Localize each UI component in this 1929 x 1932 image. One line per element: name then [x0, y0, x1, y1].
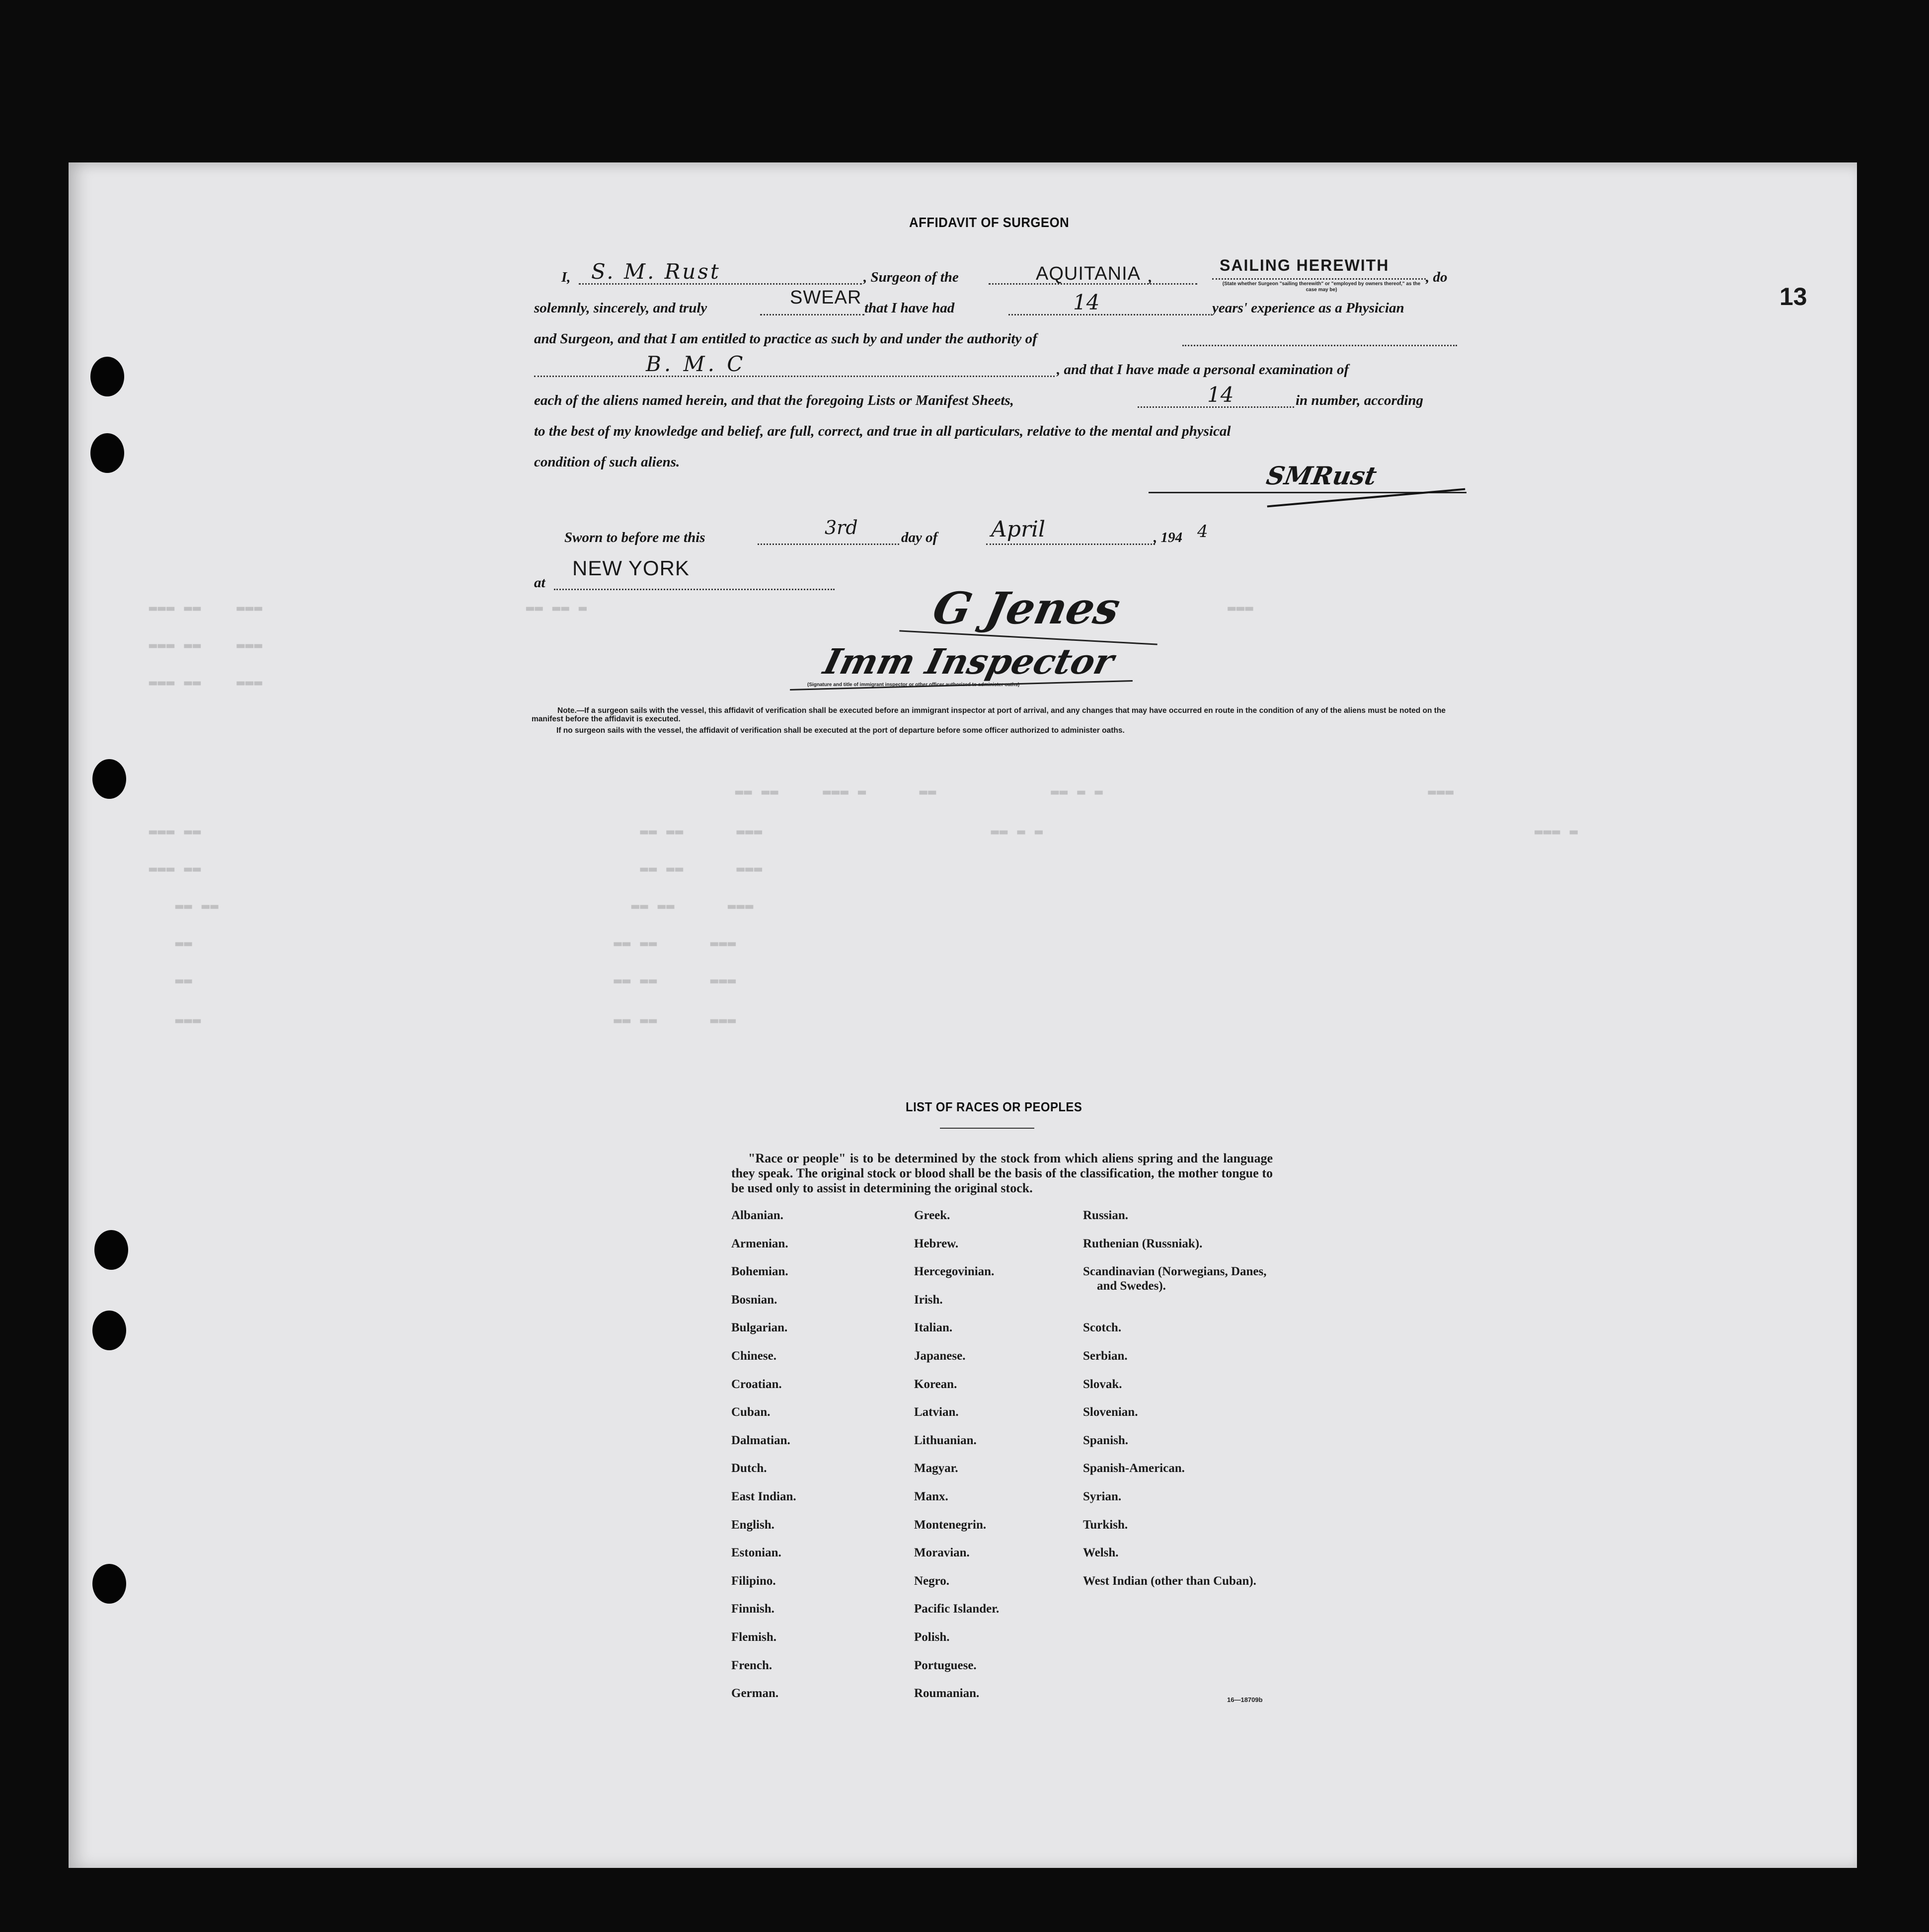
race-item: Magyar.	[914, 1462, 958, 1475]
years-field: 14	[1073, 290, 1100, 314]
race-item: Korean.	[914, 1378, 957, 1391]
race-item: English.	[731, 1518, 774, 1532]
race-item: Polish.	[914, 1630, 950, 1644]
sworn-text: day of	[901, 530, 938, 545]
authority-field: B. M. C	[646, 352, 746, 376]
race-item: Croatian.	[731, 1378, 782, 1391]
inspector-signature: G Jenes	[928, 582, 1125, 634]
blank-line	[1008, 314, 1210, 315]
race-item: Italian.	[914, 1321, 953, 1334]
affidavit-text: each of the aliens named herein, and that the foregoing Lists or Manifest Sheets,	[534, 392, 1014, 408]
race-item: Slovak.	[1083, 1378, 1122, 1391]
note-paragraph-2: If no surgeon sails with the vessel, the affidavit of verification shall be executed at the port of departure before some officer authorized to administer oaths.	[556, 726, 1125, 735]
race-item: Welsh.	[1083, 1546, 1119, 1559]
month-field: April	[991, 517, 1046, 542]
race-item: Ruthenian (Russniak).	[1083, 1237, 1203, 1250]
bleed-through: ▂▂ ▂▂ ▂▂▂ ▂ ▂▂ ▂▂ ▂ ▂ ▂▂▂	[735, 780, 1455, 795]
punch-hole	[92, 1311, 126, 1350]
affidavit-text: condition of such aliens.	[534, 454, 680, 470]
sheets-field: 14	[1207, 383, 1234, 407]
race-item: French.	[731, 1659, 772, 1672]
bleed-through: ▂▂▂ ▂▂ ▂▂▂	[149, 633, 263, 648]
race-item: Slovenian.	[1083, 1405, 1138, 1419]
affidavit-text: solemnly, sincerely, and truly	[534, 300, 707, 316]
punch-hole	[92, 1564, 126, 1604]
bleed-through: ▂▂▂ ▂▂ ▂▂▂	[149, 671, 263, 686]
blank-line	[1212, 278, 1426, 280]
affidavit-text: ,	[1149, 269, 1153, 285]
race-item: Flemish.	[731, 1630, 776, 1644]
punch-hole	[90, 433, 124, 473]
race-item: Bulgarian.	[731, 1321, 788, 1334]
affidavit-text: I,	[561, 269, 571, 285]
sailing-note: (State whether Surgeon "sailing therewith" or "employed by owners thereof," as the case may be)	[1222, 281, 1421, 293]
note-label: Note.	[557, 706, 577, 715]
races-intro: "Race or people" is to be determined by the stock from which aliens spring and the language they speak. The original stock or blood shall be the basis of the classification, the mother tongue to be used only to assist in determining the original stock.	[731, 1151, 1273, 1195]
race-item: West Indian (other than Cuban).	[1083, 1574, 1256, 1588]
race-item: Cuban.	[731, 1405, 771, 1419]
race-item: Armenian.	[731, 1237, 788, 1250]
race-item: Turkish.	[1083, 1518, 1128, 1532]
race-item: Irish.	[914, 1293, 943, 1307]
blank-line	[986, 543, 1155, 545]
oath-field: SWEAR	[790, 287, 862, 308]
blank-line	[758, 543, 899, 545]
race-item: Montenegrin.	[914, 1518, 987, 1532]
inspector-title: Imm Inspector	[819, 641, 1118, 682]
year-digit-field: 4	[1197, 522, 1208, 541]
affidavit-text: , do	[1426, 269, 1448, 285]
race-item: East Indian.	[731, 1490, 796, 1503]
place-field: NEW YORK	[572, 556, 690, 580]
race-item: Bohemian.	[731, 1265, 788, 1278]
affidavit-text: in number, according	[1296, 392, 1424, 408]
bleed-through: ▂▂▂ ▂▂ ▂▂▂ ▂▂ ▂▂ ▂ ▂▂▂	[149, 596, 1254, 611]
race-item: Serbian.	[1083, 1349, 1128, 1363]
punch-hole	[90, 357, 124, 396]
blank-line	[1182, 345, 1457, 346]
blank-line	[554, 589, 835, 590]
affidavit-text: years' experience as a Physician	[1212, 300, 1404, 316]
signature-caption: (Signature and title of immigrant inspector or other officer authorized to administer oaths)	[807, 682, 1020, 688]
race-item: Albanian.	[731, 1209, 783, 1222]
race-item: Latvian.	[914, 1405, 959, 1419]
surgeon-name-field: S. M. Rust	[591, 259, 721, 284]
race-item: Hercegovinian.	[914, 1265, 995, 1278]
blank-line	[760, 314, 864, 315]
page-number: 13	[1779, 283, 1807, 310]
race-item: Scotch.	[1083, 1321, 1122, 1334]
race-item: Dutch.	[731, 1462, 767, 1475]
race-item: Lithuanian.	[914, 1434, 977, 1447]
race-item: Moravian.	[914, 1546, 970, 1559]
race-item: Bosnian.	[731, 1293, 777, 1307]
form-number: 16—18709b	[1227, 1696, 1263, 1703]
sworn-text: , 194	[1154, 530, 1182, 545]
race-item: Estonian.	[731, 1546, 781, 1559]
race-item: Pacific Islander.	[914, 1602, 1000, 1616]
race-item: Dalmatian.	[731, 1434, 790, 1447]
ship-name-field: AQUITANIA	[1036, 263, 1141, 284]
race-item: Russian.	[1083, 1209, 1129, 1222]
race-item: Finnish.	[731, 1602, 774, 1616]
race-item: Spanish.	[1083, 1434, 1129, 1447]
race-item: Japanese.	[914, 1349, 966, 1363]
bleed-through: ▂▂ ▂▂ ▂▂ ▂▂▂	[149, 931, 737, 946]
bleed-through: ▂▂▂ ▂▂ ▂▂ ▂▂ ▂▂▂	[149, 857, 763, 872]
race-item: Syrian.	[1083, 1490, 1122, 1503]
title-rule	[940, 1128, 1034, 1129]
race-item: Hebrew.	[914, 1237, 959, 1250]
note-paragraph	[532, 706, 1461, 723]
affidavit-text: , Surgeon of the	[863, 269, 959, 285]
at-label: at	[534, 575, 545, 591]
races-title: LIST OF RACES OR PEOPLES	[906, 1099, 1082, 1114]
race-item: Roumanian.	[914, 1687, 980, 1700]
race-item: Chinese.	[731, 1349, 776, 1363]
surgeon-signature: SMRust	[1264, 461, 1379, 490]
race-item: Scandinavian (Norwegians, Danes, and Swedes).	[1083, 1265, 1267, 1293]
note-text: —If a surgeon sails with the vessel, this affidavit of verification shall be executed before an immigrant inspector at port of arrival, and any changes that may have occurred en route in the condition of any of the aliens must be noted on the manifest before the affidavit is executed.	[532, 706, 1446, 723]
race-item: Filipino.	[731, 1574, 776, 1588]
race-item: Spanish-American.	[1083, 1462, 1185, 1475]
affidavit-title: AFFIDAVIT OF SURGEON	[909, 215, 1070, 230]
race-item: Manx.	[914, 1490, 948, 1503]
bleed-through: ▂▂▂ ▂▂ ▂▂ ▂▂▂	[149, 1008, 737, 1023]
bleed-through: ▂▂▂ ▂▂ ▂▂ ▂▂ ▂▂▂ ▂▂ ▂ ▂ ▂▂▂ ▂	[149, 820, 1579, 835]
race-item: Negro.	[914, 1574, 950, 1588]
punch-hole	[94, 1230, 128, 1270]
day-field: 3rd	[825, 517, 858, 539]
race-item: German.	[731, 1687, 779, 1700]
blank-line	[534, 376, 1055, 377]
punch-hole	[92, 759, 126, 799]
race-item: Greek.	[914, 1209, 950, 1222]
bleed-through: ▂▂ ▂▂ ▂▂ ▂▂▂	[149, 969, 737, 984]
bleed-through: ▂▂ ▂▂ ▂▂ ▂▂ ▂▂▂	[149, 894, 755, 909]
race-item: Portuguese.	[914, 1659, 977, 1672]
sworn-text: Sworn to before me this	[564, 530, 705, 545]
affidavit-text: to the best of my knowledge and belief, are full, correct, and true in all particulars, relative to the mental and physical	[534, 423, 1231, 439]
affidavit-text: that I have had	[864, 300, 955, 316]
affidavit-text: , and that I have made a personal examination of	[1057, 362, 1349, 378]
affidavit-text: and Surgeon, and that I am entitled to practice as such by and under the authority of	[534, 331, 1037, 347]
sailing-status-field: SAILING HEREWITH	[1220, 256, 1389, 274]
